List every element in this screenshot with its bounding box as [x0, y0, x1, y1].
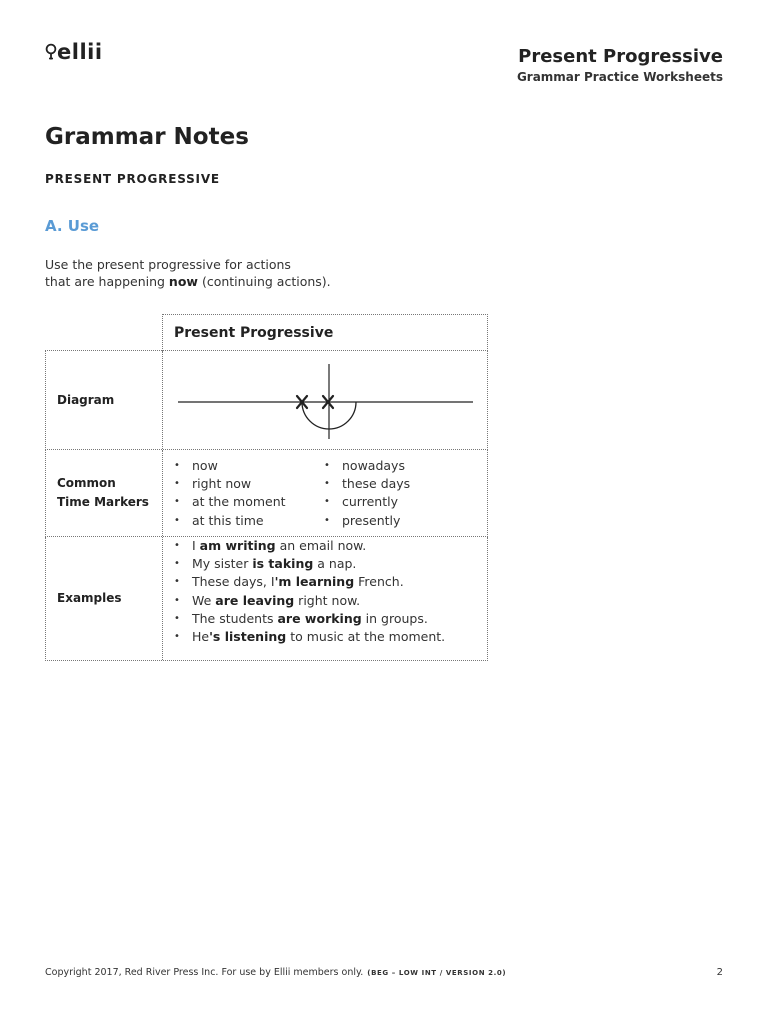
intro-text — [45, 256, 331, 290]
grammar-table — [45, 314, 488, 661]
example-item: • My sister is taking a nap. — [174, 555, 487, 573]
list-item: • right now — [174, 475, 324, 493]
intro-line-2: that are happening now (continuing actions). — [45, 274, 331, 289]
time-markers-label: Common Time Markers — [46, 450, 163, 536]
list-item: • at this time — [174, 512, 324, 530]
footer-copyright: Copyright 2017, Red River Press Inc. For use by Ellii members only. (BEG – LOW INT / VERSION 2.0) — [45, 967, 507, 978]
list-item: • at the moment — [174, 493, 324, 511]
list-item: • presently — [324, 512, 474, 530]
example-item: • The students are working in groups. — [174, 610, 487, 628]
diagram-cell — [163, 351, 487, 449]
list-item: • nowadays — [324, 457, 474, 475]
diagram-row — [45, 351, 488, 450]
worksheet-subtitle: Grammar Practice Worksheets — [516, 70, 723, 84]
examples-row — [45, 537, 488, 661]
lightbulb-icon — [45, 43, 57, 62]
time-markers-cell — [163, 450, 487, 536]
worksheet-title: Present Progressive — [518, 46, 723, 67]
table-header-row — [45, 314, 488, 351]
example-item: • These days, I'm learning French. — [174, 573, 487, 591]
time-markers-col-2 — [324, 457, 474, 530]
list-item: • these days — [324, 475, 474, 493]
examples-label: Examples — [46, 537, 163, 660]
ellii-logo — [45, 42, 103, 63]
time-markers-row — [45, 450, 488, 537]
examples-list — [174, 537, 487, 646]
page-title: Grammar Notes — [45, 124, 249, 150]
timeline-diagram — [174, 351, 484, 449]
time-markers-col-1 — [174, 457, 324, 530]
page-number: 2 — [716, 967, 723, 978]
example-item: • He's listening to music at the moment. — [174, 628, 487, 646]
list-item: • now — [174, 457, 324, 475]
sub-heading-use: A. Use — [45, 217, 100, 235]
examples-cell — [163, 537, 487, 660]
example-item: • I am writing an email now. — [174, 537, 487, 555]
intro-line-1: Use the present progressive for actions — [45, 257, 291, 272]
list-item: • currently — [324, 493, 474, 511]
diagram-label: Diagram — [46, 351, 163, 449]
footer-level: (BEG – LOW INT / VERSION 2.0) — [367, 969, 507, 977]
example-item: • We are leaving right now. — [174, 592, 487, 610]
table-header: Present Progressive — [162, 314, 488, 351]
logo-text: ellii — [57, 40, 103, 64]
section-label: PRESENT PROGRESSIVE — [45, 172, 220, 186]
